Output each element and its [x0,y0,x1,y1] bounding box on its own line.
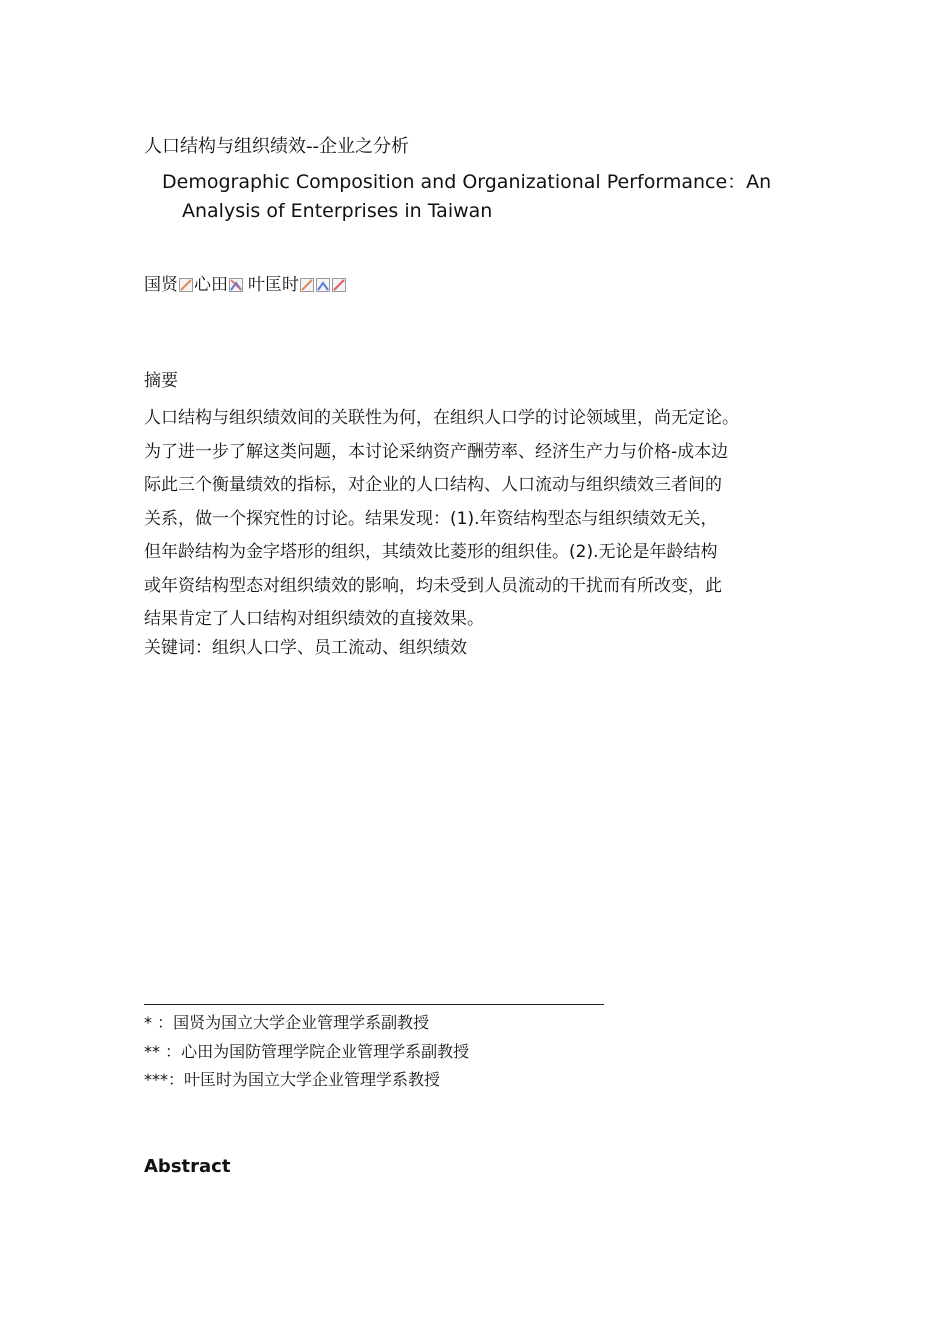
author-name: 心田 [194,275,228,295]
abstract-chinese-heading: 摘要 [144,371,178,391]
abstract-line: 人口结构与组织绩效间的关联性为何，在组织人口学的讨论领域里，尚无定论。 [144,408,739,428]
abstract-line: 但年龄结构为金字塔形的组织，其绩效比菱形的组织佳。(2).无论是年龄结构 [144,542,718,562]
abstract-line: 际此三个衡量绩效的指标，对企业的人口结构、人口流动与组织绩效三者间的 [144,475,722,495]
footnote-marker-icon [229,278,243,292]
footnote-divider [144,1004,604,1005]
footnote: ** ：心田为国防管理学院企业管理学系副教授 [144,1042,470,1061]
author-name: 国贤 [144,275,178,295]
author-name: 叶匡时 [248,275,299,295]
abstract-line: 为了进一步了解这类问题，本讨论采纳资产酬劳率、经济生产力与价格-成本边 [144,441,729,462]
author-list [144,273,347,297]
footnote: ***：叶匡时为国立大学企业管理学系教授 [144,1070,441,1089]
abstract-line: 关系，做一个探究性的讨论。结果发现：(1).年资结构型态与组织绩效无关， [144,508,718,529]
title-english-line1: Demographic Composition and Organizational Performance：An [162,171,772,193]
footnote-marker-icon [179,278,193,292]
abstract-english-heading: Abstract [144,1156,231,1177]
title-chinese: 人口结构与组织绩效--企业之分析 [144,136,409,157]
footnote: * ：国贤为国立大学企业管理学系副教授 [144,1013,430,1032]
footnote-marker-icon [316,278,330,292]
keywords: 关键词：组织人口学、员工流动、组织绩效 [144,638,467,658]
footnote-marker-icon [332,278,346,292]
abstract-line: 结果肯定了人口结构对组织绩效的直接效果。 [144,609,484,629]
footnote-marker-icon [300,278,314,292]
abstract-line: 或年资结构型态对组织绩效的影响，均未受到人员流动的干扰而有所改变，此 [144,575,722,596]
title-english-line2: Analysis of Enterprises in Taiwan [182,200,493,222]
abstract-chinese-body [144,402,824,637]
title-english [162,168,802,226]
